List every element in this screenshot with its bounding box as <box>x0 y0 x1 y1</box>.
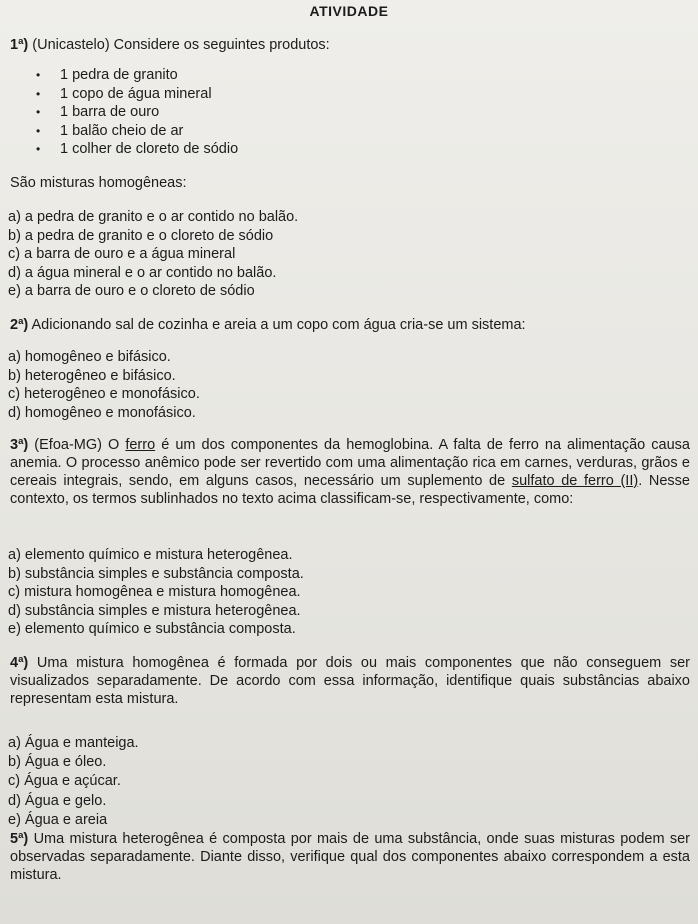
question-1-product-list <box>36 66 238 159</box>
underlined-term-2: sulfato de ferro (II) <box>511 473 639 489</box>
question-1-text: (Unicastelo) Considere os seguintes produtos: <box>28 37 330 53</box>
question-5-stem <box>10 830 690 884</box>
option-e: e) elemento químico e substância composta. <box>8 621 296 638</box>
question-4-options <box>8 734 139 830</box>
question-3-stem <box>10 436 690 508</box>
question-3-text: . Nesse contexto, os termos sublinhados no texto acima classificam-se, respectivamente, como: <box>10 473 690 507</box>
option-b: b) substância simples e substância composta. <box>8 565 304 582</box>
question-5-text: Uma mistura heterogênea é composta por mais de uma substância, onde suas misturas podem ser observadas separadamente. Diante disso, verifique qual dos componentes abaixo correspondem a esta mistura. <box>10 831 690 883</box>
option-b: b) a pedra de granito e o cloreto de sódio <box>8 227 274 244</box>
option-c: c) mistura homogênea e mistura homogênea. <box>8 584 301 601</box>
option-c: c) a barra de ouro e a água mineral <box>8 246 236 263</box>
question-3-options <box>8 546 304 639</box>
option-d: d) homogêneo e monofásico. <box>8 404 196 421</box>
question-4-text: Uma mistura homogênea é formada por dois ou mais componentes que não conseguem ser visualizados separadamente. De acordo com essa informação, identifique quais substâncias abaixo representam esta mistura. <box>10 655 690 707</box>
option-d: d) a água mineral e o ar contido no balão. <box>8 264 277 281</box>
option-e: e) Água e areia <box>8 811 108 828</box>
list-item: • 1 balão cheio de ar <box>36 122 238 141</box>
question-2-options <box>8 348 200 422</box>
underlined-term-1: ferro <box>125 437 156 453</box>
question-3-text: (Efoa-MG) O <box>28 437 126 453</box>
option-a: a) a pedra de granito e o ar contido no balão. <box>8 209 299 225</box>
question-1-number: 1ª) <box>10 37 29 53</box>
question-4-stem <box>10 654 690 708</box>
question-4-number: 4ª) <box>10 655 29 671</box>
question-1-stem <box>10 36 690 54</box>
question-5-number: 5ª) <box>10 831 29 847</box>
question-2-stem <box>10 316 690 334</box>
option-d: d) substância simples e mistura heterogênea. <box>8 602 301 619</box>
list-item: • 1 copo de água mineral <box>36 85 238 104</box>
option-c: c) Água e açúcar. <box>8 773 121 790</box>
option-a: a) Água e manteiga. <box>8 735 139 751</box>
question-2-text: Adicionando sal de cozinha e areia a um copo com água cria-se um sistema: <box>28 317 526 333</box>
option-b: b) heterogêneo e bifásico. <box>8 367 176 384</box>
question-3-text: é um dos componentes da hemoglobina. A falta de ferro na alimentação causa anemia. O processo anêmico pode ser revertido com uma alimentação rica em carnes, verduras, grãos e cereais integrais, sendo, em alguns casos, necessário um suplemento de <box>10 437 690 489</box>
question-1-prompt: São misturas homogêneas: <box>10 175 187 191</box>
option-a: a) elemento químico e mistura heterogênea. <box>8 547 293 563</box>
option-b: b) Água e óleo. <box>8 754 107 771</box>
option-c: c) heterogêneo e monofásico. <box>8 386 200 403</box>
option-a: a) homogêneo e bifásico. <box>8 349 171 365</box>
question-2-number: 2ª) <box>10 317 29 333</box>
question-1-options <box>8 208 298 301</box>
list-item: • 1 colher de cloreto de sódio <box>36 140 238 159</box>
option-d: d) Água e gelo. <box>8 792 107 809</box>
list-item: • 1 barra de ouro <box>36 103 238 122</box>
question-3-number: 3ª) <box>10 437 29 453</box>
option-e: e) a barra de ouro e o cloreto de sódio <box>8 283 255 300</box>
list-item: • 1 pedra de granito <box>36 66 238 85</box>
page-title: ATIVIDADE <box>309 3 389 19</box>
